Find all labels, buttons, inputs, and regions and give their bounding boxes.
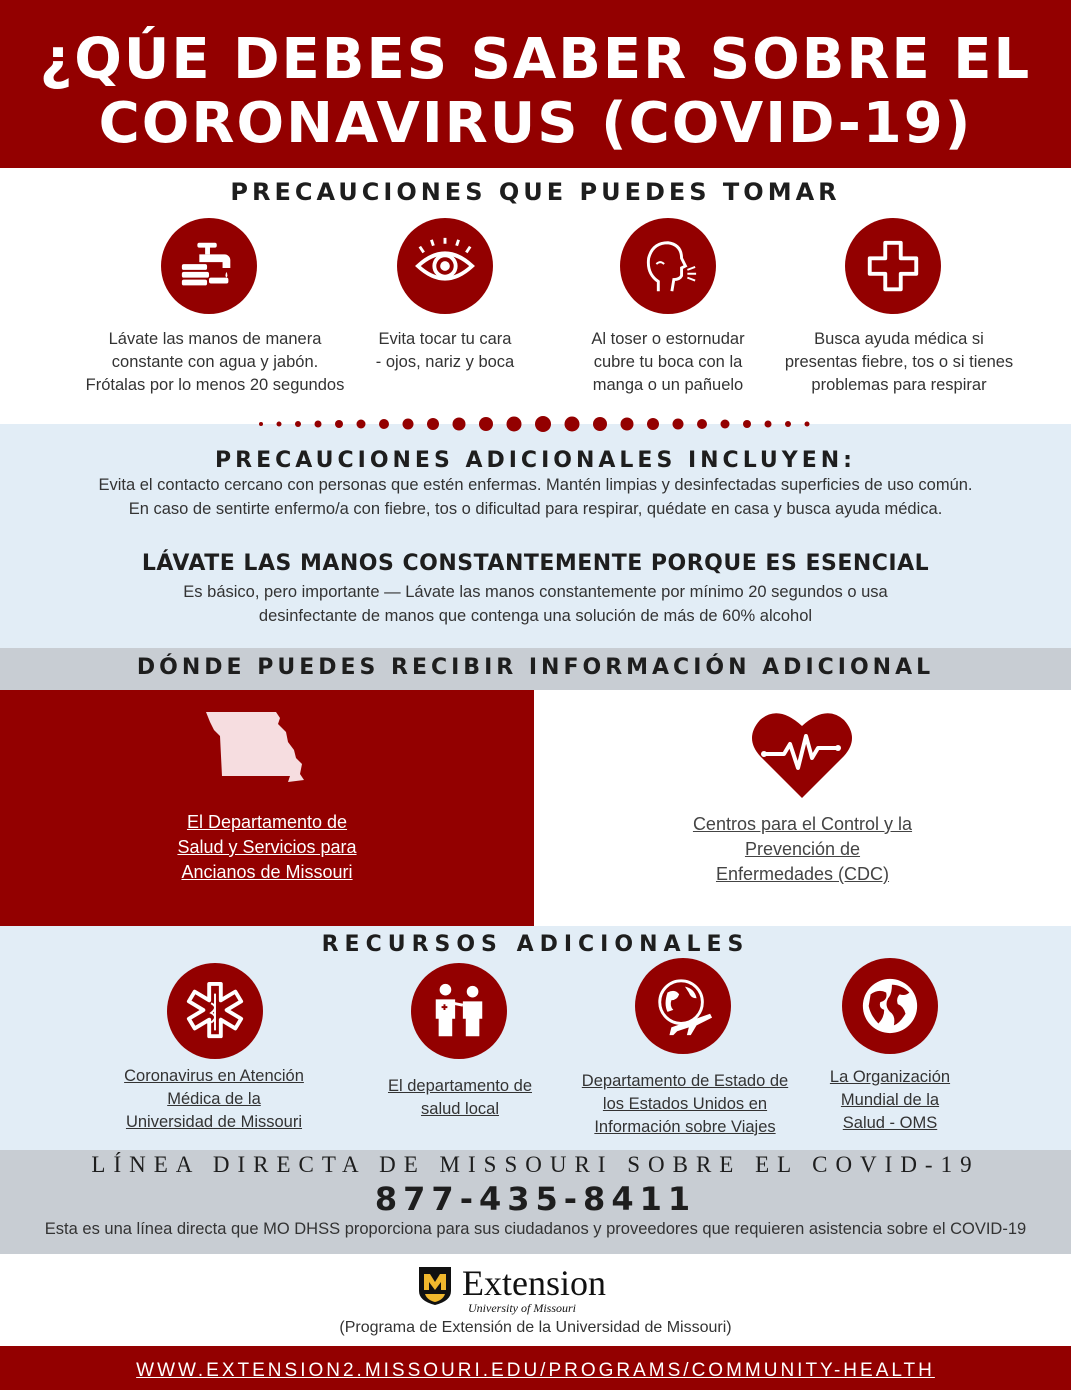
missouri-map-icon (200, 706, 310, 788)
hotline-description: Esta es una línea directa que MO DHSS proporciona para sus ciudadanos y proveedores que requieren asistencia sobre el COVID-19 (44, 1220, 1027, 1238)
wash-title: LÁVATE LAS MANOS CONSTANTEMENTE PORQUE ES ESENCIAL (141, 551, 930, 576)
footer-url-link[interactable]: WWW.EXTENSION2.MISSOURI.EDU/PROGRAMS/COMMUNITY-HEALTH (136, 1360, 935, 1381)
precaution-caption-wash: Lávate las manos de manera constante con agua y jabón. Frótalas por lo menos 20 segundos (85, 330, 345, 394)
logo-caption: (Programa de Extensión de la Universidad de Missouri) (339, 1319, 732, 1336)
globe-icon (842, 958, 938, 1054)
precautions-title: PRECAUCIONES QUE PUEDES TOMAR (230, 178, 841, 206)
globe-plane-icon (635, 958, 731, 1054)
page-title-line1: ¿QÚE DEBES SABER SOBRE EL (39, 27, 1032, 92)
missouri-panel (0, 690, 534, 926)
hotline-title: LÍNEA DIRECTA DE MISSOURI SOBRE EL COVID-19 (91, 1152, 980, 1177)
extension-logo (416, 1264, 656, 1320)
hotline-number: 877-435-8411 (374, 1180, 697, 1218)
medical-cross-icon (845, 218, 941, 314)
wash-line1: Es básico, pero importante — Lávate las manos constantemente por mínimo 20 segundos o usa (183, 583, 888, 601)
cdc-panel (534, 690, 1071, 926)
resource-link-state-dept[interactable]: Departamento de Estado de los Estados Unidos en Información sobre Viajes (581, 1072, 789, 1136)
resources-title: RECURSOS ADICIONALES (321, 932, 750, 957)
missouri-dhss-link[interactable]: El Departamento de Salud y Servicios para Ancianos de Missouri (177, 812, 357, 882)
logo-subtitle: University of Missouri (468, 1301, 576, 1315)
star-of-life-icon (167, 963, 263, 1059)
resource-link-local-health[interactable]: El departamento de salud local (387, 1077, 532, 1118)
cdc-link[interactable]: Centros para el Control y la Prevención de Enfermedades (CDC) (692, 814, 913, 884)
info-title: DÓNDE PUEDES RECIBIR INFORMACIÓN ADICIONAL (136, 655, 935, 680)
heartbeat-icon (750, 708, 854, 800)
additional-line1: Evita el contacto cercano con personas que estén enfermas. Mantén limpias y desinfectadas superficies de uso común. (98, 476, 973, 494)
precaution-caption-face: Evita tocar tu cara - ojos, nariz y boca (375, 330, 515, 371)
page-title-line2: CORONAVIRUS (COVID-19) (98, 91, 973, 156)
resource-link-mu-health[interactable]: Coronavirus en Atención Médica de la Universidad de Missouri (124, 1067, 304, 1131)
mizzou-shield-icon (418, 1266, 452, 1306)
eye-icon (397, 218, 493, 314)
additional-line2: En caso de sentirte enfermo/a con fiebre, tos o dificultad para respirar, quédate en casa y busca ayuda médica. (128, 500, 943, 518)
cough-icon (620, 218, 716, 314)
doctor-patient-icon (411, 963, 507, 1059)
faucet-hands-icon (161, 218, 257, 314)
precaution-caption-cough: Al toser o estornudar cubre tu boca con la manga o un pañuelo (591, 330, 745, 394)
wash-line2: desinfectante de manos que contenga una solución de más de 60% alcohol (258, 607, 813, 625)
additional-title: PRECAUCIONES ADICIONALES INCLUYEN: (215, 448, 856, 473)
logo-name: Extension (462, 1263, 606, 1303)
resource-link-who[interactable]: La Organización Mundial de la Salud - OMS (829, 1068, 951, 1132)
precaution-caption-medical: Busca ayuda médica si presentas fiebre, tos o si tienes problemas para respirar (784, 330, 1014, 394)
page-header (0, 0, 1071, 168)
dotted-divider (258, 412, 814, 436)
